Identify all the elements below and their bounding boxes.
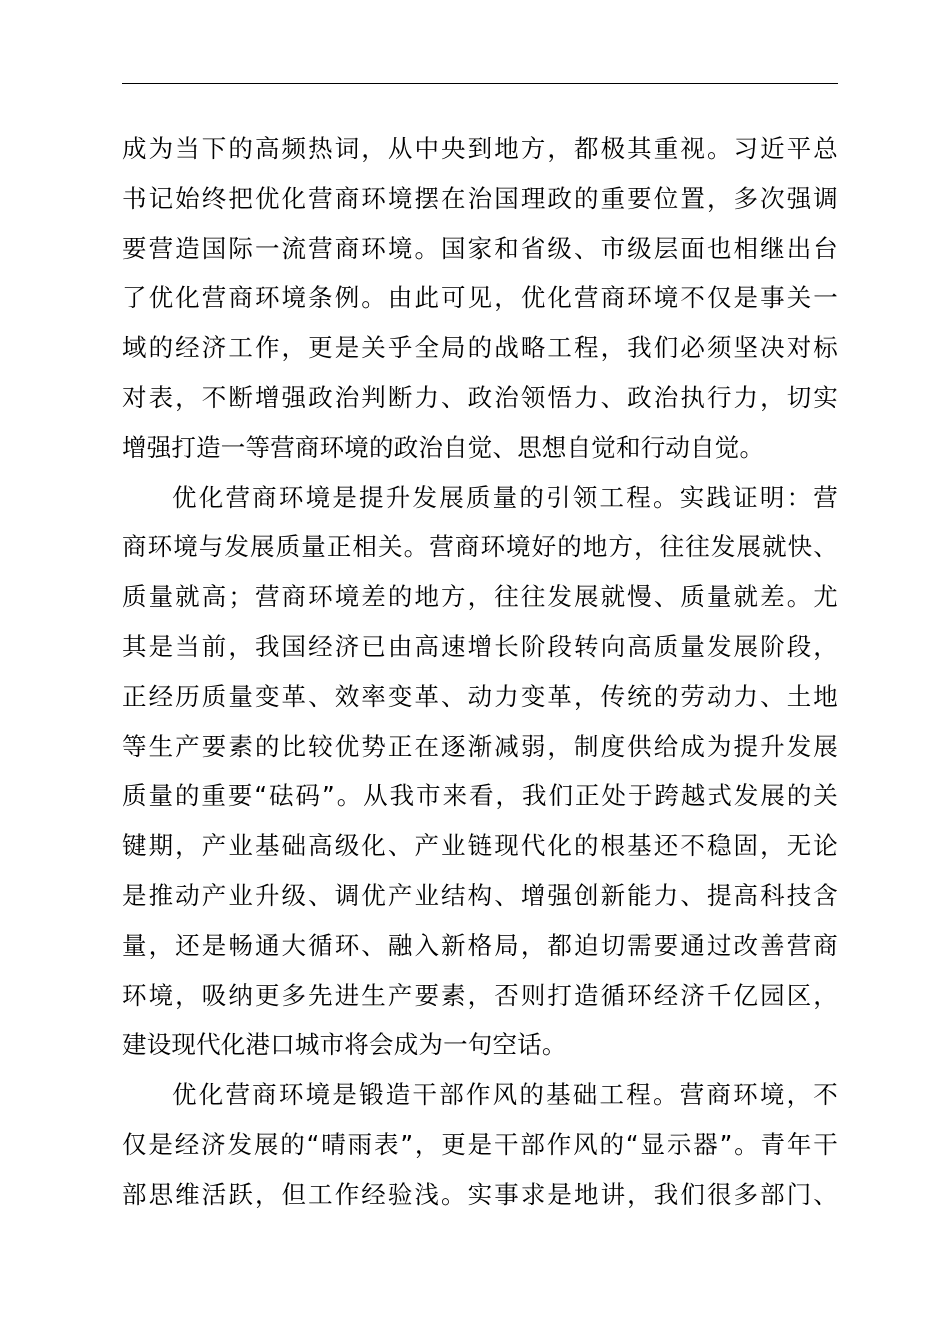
paragraph-first-line: 优化营商环境是锻造干部作风的基础工程。营商环境，不: [172, 1080, 838, 1110]
text-line: 量，还是畅通大循环、融入新格局，都迫切需要通过改善营商: [122, 930, 838, 960]
text-line: 商环境与发展质量正相关。营商环境好的地方，往往发展就快、: [122, 532, 838, 562]
text-line: 对表，不断增强政治判断力、政治领悟力、政治执行力，切实: [122, 382, 838, 412]
text-line: 域的经济工作，更是关乎全局的战略工程，我们必须坚决对标: [122, 333, 838, 363]
text-line: 要营造国际一流营商环境。国家和省级、市级层面也相继出台: [122, 233, 838, 263]
text-line: 等生产要素的比较优势正在逐渐减弱，制度供给成为提升发展: [122, 731, 838, 761]
text-line: 是推动产业升级、调优产业结构、增强创新能力、提高科技含: [122, 880, 838, 910]
text-line: 其是当前，我国经济已由高速增长阶段转向高质量发展阶段，: [122, 631, 838, 661]
text-line: 质量就高；营商环境差的地方，往往发展就慢、质量就差。尤: [122, 582, 838, 612]
header-rule: [122, 83, 838, 84]
text-line: 建设现代化港口城市将会成为一句空话。: [122, 1030, 567, 1060]
text-line: 质量的重要“砝码”。从我市来看，我们正处于跨越式发展的关: [122, 781, 838, 811]
text-line: 增强打造一等营商环境的政治自觉、思想自觉和行动自觉。: [122, 432, 765, 462]
paragraph-first-line: 优化营商环境是提升发展质量的引领工程。实践证明：营: [172, 482, 838, 512]
text-line: 环境，吸纳更多先进生产要素，否则打造循环经济千亿园区，: [122, 980, 838, 1010]
text-line: 了优化营商环境条例。由此可见，优化营商环境不仅是事关一: [122, 283, 838, 313]
text-line: 书记始终把优化营商环境摆在治国理政的重要位置，多次强调: [122, 183, 838, 213]
text-line: 正经历质量变革、效率变革、动力变革，传统的劳动力、土地: [122, 681, 838, 711]
text-line: 仅是经济发展的“晴雨表”，更是干部作风的“显示器”。青年干: [122, 1129, 838, 1159]
text-line: 部思维活跃，但工作经验浅。实事求是地讲，我们很多部门、: [122, 1179, 838, 1209]
text-line: 键期，产业基础高级化、产业链现代化的根基还不稳固，无论: [122, 831, 838, 861]
document-body: [122, 124, 838, 1220]
text-line: 成为当下的高频热词，从中央到地方，都极其重视。习近平总: [122, 134, 838, 163]
